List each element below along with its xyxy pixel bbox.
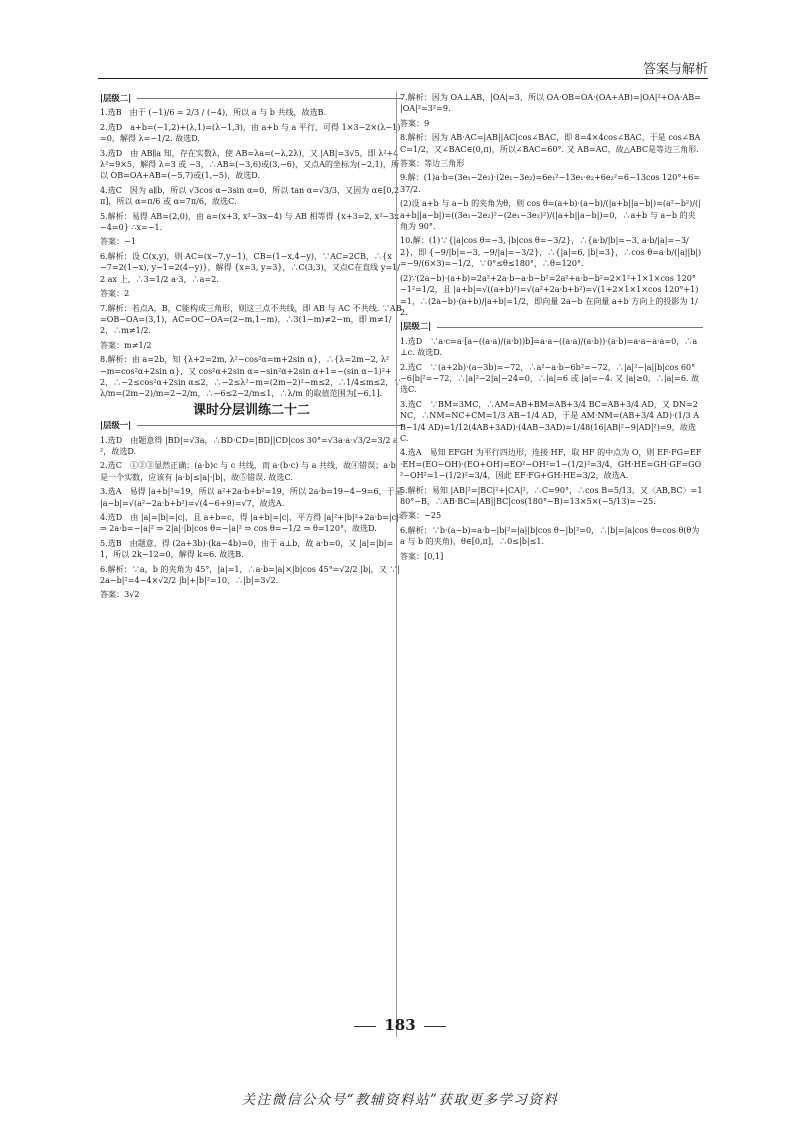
- solution-item: (2)∵(2a−b)·(a+b)=2a²+2a·b−a·b−b²=2a²+a·b−b²=2×1²+1×1×cos 120°−1²=1/2，且 |a+b|=√((a+b)²)=√(a²+2a·b+b²)=√(1+2×1×1×cos 120°+1)=1，∴(2a−b)·(a+b)/|a+b|=1/2，即向量 2a−b 在向量 a+b 方向上的投影为 1/2.: [400, 273, 699, 317]
- solution-item: 2.选C ∵(a+2b)·(a−3b)=−72，∴a²−a·b−6b²=−72，∴|a|²−|a||b|cos 60°−6|b|²=−72，∴|a|²−2|a|−24=0，∴|a|=6 或 |a|=−4. 又 |a|≥0，∴|a|=6. 故选C.: [400, 362, 700, 395]
- solution-item: 5.选B 由题意，得 (2a+3b)·(ka−4b)=0，由于 a⊥b，故 a·b=0，又 |a|=|b|=1，所以 2k−12=0，解得 k=6. 故选B.: [100, 538, 394, 560]
- solution-item: 2.选D a+b=(−1,2)+(λ,1)=(λ−1,3)，由 a+b 与 a 平行，可得 1×3−2×(λ−1)=0，解得 λ=−1/2. 故选D.: [100, 122, 401, 144]
- solution-item: 7.解析：因为 OA⊥AB，|OA|=3，所以 OA·OB=OA·(OA+AB)=|OA|²+OA·AB=|OA|²=3²=9.: [400, 93, 701, 114]
- level-tag: [100, 93, 403, 104]
- column-divider: [396, 92, 397, 1037]
- level-tag: [100, 420, 403, 431]
- header-title: 答案与解析: [642, 62, 708, 77]
- solution-item: 4.选C 因为 a∥b，所以 √3cos α−3sin α=0，所以 tan α=√3/3，又因为 α∈[0,2π]，所以 α=π/6 或 α=7π/6，故选C.: [100, 185, 400, 207]
- solution-item: 4.选D 由 |a|=|b|=|c|，且 a+b=c，得 |a+b|=|c|，平方得 |a|²+|b|²+2a·b=|c|² ⇒ 2a·b=−|a|² ⇒ 2|a|·|b|cos θ=−|a|² ⇒ cos θ=−1/2 ⇒ θ=120°，故选D.: [100, 513, 403, 534]
- solution-item: 答案：−25: [400, 511, 442, 521]
- solution-item: 5.解析：易知 |AB|²=|BC|²+|CA|²，∴C=90°，∴cos B=5/13，又〈AB,BC〉=180°−B，∴AB·BC=|AB||BC|cos(180°−B)=13×5×(−5/13)=−25.: [400, 485, 703, 506]
- solution-item: 1.选B 由于 (−1)/6 = 2/3 / (−4)，所以 a 与 b 共线，故选B.: [100, 108, 327, 118]
- solution-item: 8.解析：因为 AB·AC=|AB||AC|cos∠BAC，即 8=4×4cos∠BAC，于是 cos∠BAC=1/2，又∠BAC∈(0,π)，所以∠BAC=60°. 又 AB=AC，故△ABC是等边三角形.: [400, 133, 701, 154]
- level-tag-text: |层级二|: [100, 93, 132, 103]
- header-rule: [98, 78, 708, 79]
- solution-item: 5.解析：易得 AB=(2,0)，由 a=(x+3, x²−3x−4) 与 AB 相等得 {x+3=2, x²−3x−4=0} ∴x=−1.: [100, 211, 399, 233]
- solution-item: 答案：3√2: [100, 590, 140, 600]
- right-column: [400, 92, 703, 565]
- left-column: [100, 92, 403, 604]
- solution-item: 8.解析：由 a=2b，知 {λ+2=2m, λ²−cos²α=m+2sin α}，∴{λ=2m−2, λ²−m=cos²α+2sin α}，又 cos²α+2sin α=−sin²α+2sin α+1=−(sin α−1)²+2，∴−2≤cos²α+2sin α≤2，∴−2≤λ²−m=(2m−2)²−m≤2，∴1/4≤m≤2，∵λ/m=(2m−2)/m=2−2/m，∴−6≤2−2/m≤1，∴λ/m 的取值范围为[−6,1].: [100, 355, 402, 399]
- solution-item: (2)设 a+b 与 a−b 的夹角为θ，则 cos θ=(a+b)·(a−b)/(|a+b||a−b|)=(a²−b²)/(|a+b||a−b|)=((3e₁−2e₂)²−(2e₁−3e₂)²)/(|a+b||a−b|)=0，∴a+b 与 a−b 的夹角为 90°.: [400, 199, 701, 232]
- level-tag-text: |层级二|: [400, 321, 432, 332]
- page-number-dash-left: [354, 1026, 376, 1027]
- solution-item: 4.选A 易知 EFGH 为平行四边形，连接 HF，取 HF 的中点为 O，则 EF·FG=EF·EH=(EO−OH)·(EO+OH)=EO²−OH²=1−(1/2)²=3/4，GH·HE=GH·GF=GO²−OH²=1−(1/2)²=3/4，因此 EF·FG+GH·HE=3/2，故选A.: [400, 448, 702, 481]
- solution-item: 3.选D 由 AB∥a 知，存在实数λ，使 AB=λa=(−λ,2λ)，又 |AB|=3√5，即 λ²+4λ²=9×5，解得 λ=3 或 −3，∴AB=(−3,6)或(3,−6)，又点A的坐标为(−2,1)，所以 OB=OA+AB=(−5,7)或(1,−5)，故选D.: [100, 148, 400, 181]
- solution-item: 1.选D ∵a·c=a·[a−((a·a)/(a·b))b]=a·a−((a·a)/(a·b))·(a·b)=a·a−a·a=0，∴a⊥c. 故选D.: [400, 336, 698, 358]
- solution-item: 答案：2: [100, 289, 130, 299]
- solution-item: 答案：9: [400, 118, 430, 128]
- solution-item: 3.选C ∵BM=3MC，∴AM=AB+BM=AB+3/4 BC=AB+3/4 AD，又 DN=2NC，∴NM=NC+CM=1/3 AB−1/4 AD，于是 AM·NM=(AB+3/4 AD)·(1/3 AB−1/4 AD)=1/12(4AB+3AD)·(4AB−3AD)=1/48(16|AB|²−9|AD|²)=9，故选C.: [400, 399, 700, 443]
- level-tag: [400, 321, 703, 332]
- lesson-title: 课时分层训练二十二: [192, 402, 310, 418]
- solution-item: 答案：−1: [100, 237, 137, 247]
- level-tag-rule: [137, 425, 403, 426]
- solution-item: 10.解：(1)∵{|a|cos θ=−3, |b|cos θ=−3/2}，∴{a·b/|b|=−3, a·b/|a|=−3/2}，即 {−9/|b|=−3, −9/|a|=−3/2}，∴{|a|=6, |b|=3}，∴cos θ=a·b/(|a||b|)=−9/(6×3)=−1/2，∵0°≤θ≤180°，∴θ=120°.: [400, 236, 702, 269]
- solution-item: 1.选D 由题意得 |BD|=√3a，∴BD·CD=|BD||CD|cos 30°=√3a·a·√3/2=3/2 a²，故选D.: [100, 435, 398, 456]
- solution-item: 答案：等边三角形: [400, 159, 465, 169]
- page-number: [0, 1016, 800, 1034]
- solution-item: 6.解析：∵a，b 的夹角为 45°，|a|=1，∴a·b=|a|×|b|cos 45°=√2/2 |b|，又 ∵|2a−b|²=4−4×√2/2 |b|+|b|²=10，∴|b|=3√2.: [100, 564, 401, 586]
- solution-item: 2.选C ①②③显然正确；(a·b)c 与 c 共线，而 a·(b·c) 与 a 共线，故④错误；a·b 是一个实数，应该有 |a·b|≤|a|·|b|，故⑤错误. 故选C.: [100, 461, 396, 482]
- solution-item: 6.解析：设 C(x,y)，则 AC=(x−7,y−1)，CB=(1−x,4−y)，∵AC=2CB，∴{x−7=2(1−x), y−1=2(4−y)}，解得 {x=3, y=3}，∴C(3,3)，又点C在直线 y=1/2 ax 上，∴3=1/2 a·3，∴a=2.: [100, 251, 400, 284]
- level-tag-text: |层级一|: [100, 420, 132, 431]
- solution-item: 3.选A 易得 |a+b|²=19，所以 a²+2a·b+b²=19，所以 2a·b=19−4−9=6，于是 |a−b|=√(a²−2a·b+b²)=√(4−6+9)=√7，故选A.: [100, 487, 403, 508]
- page-number-dash-right: [424, 1026, 446, 1027]
- solution-item: 7.解析：若点A，B，C能构成三角形，则这三点不共线，即 AB 与 AC 不共线. ∵AB=OB−OA=(3,1)，AC=OC−OA=(2−m,1−m)，∴3(1−m)≠2−m，即 m≠1/2，∴m≠1/2.: [100, 303, 402, 336]
- level-tag-rule: [437, 327, 703, 328]
- page-number-text: 183: [384, 1016, 416, 1034]
- solution-item: 6.解析：∵b·(a−b)=a·b−|b|²=|a||b|cos θ−|b|²=0，∴|b|=|a|cos θ=cos θ(θ为 a 与 b 的夹角)，θ∈[0,π]，∴0≤|b|≤1.: [400, 525, 700, 547]
- footer-note: 关注微信公众号“教辅资料站”获取更多学习资料: [241, 1092, 559, 1108]
- solution-item: 答案：m≠1/2: [100, 340, 152, 350]
- solution-item: 9.解：(1)a·b=(3e₁−2e₂)·(2e₁−3e₂)=6e₁²−13e₁·e₂+6e₂²=6−13cos 120°+6=37/2.: [400, 173, 700, 194]
- level-tag-rule: [137, 98, 403, 99]
- solution-item: 答案：[0,1]: [400, 551, 444, 561]
